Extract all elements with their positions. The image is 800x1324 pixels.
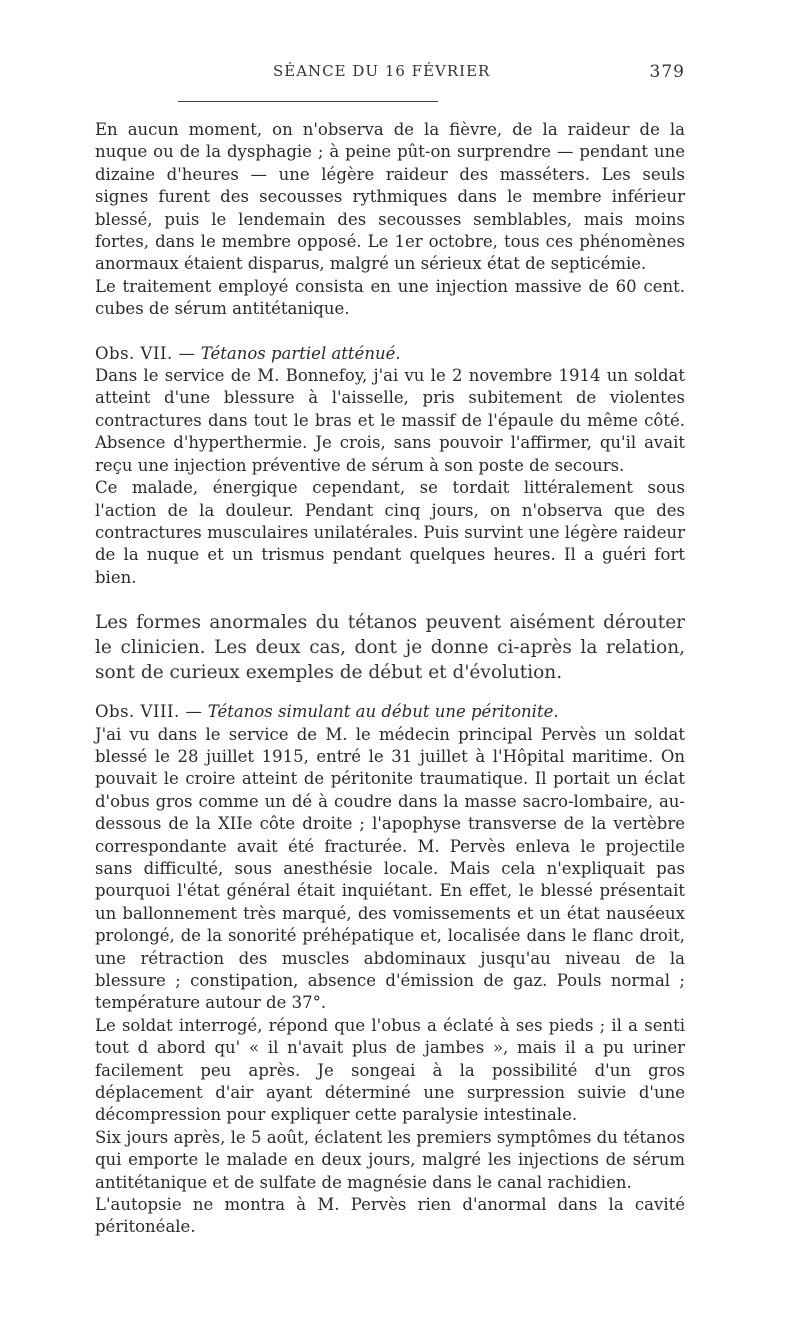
paragraph-8: L'autopsie ne montra à M. Pervès rien d'anormal dans la cavité péritonéale.	[95, 1195, 685, 1237]
paragraph-6: Le soldat interrogé, répond que l'obus a éclaté à ses pieds ; il a senti tout d abord qu' « il n'avait plus de jambes », mais il a pu uriner facilement peu après. Je songeai à la possibilité d'un gros déplacement d'air ayant déterminé une surpression suivie d'une décompression pour expliquer cette paralysie intestinale.	[95, 1015, 685, 1125]
paragraph-2: Le traitement employé consista en une injection massive de 60 cent. cubes de sérum antitétanique.	[95, 276, 685, 319]
observation-7-label: Obs. VII. —	[95, 343, 196, 363]
header-title: SÉANCE DU 16 FÉVRIER	[273, 62, 491, 80]
observation-8-label: Obs. VIII. —	[95, 702, 203, 722]
paragraph-7: Six jours après, le 5 août, éclatent les premiers symptômes du tétanos qui emporte le malade en deux jours, malgré les injections de sérum antitétanique et de sulfate de magnésie dans le canal rachidien.	[95, 1127, 685, 1192]
header-rule	[178, 101, 438, 102]
paragraph-5: J'ai vu dans le service de M. le médecin principal Pervès un soldat blessé le 28 juillet 1915, entré le 31 juillet à l'Hôpital maritime. On pouvait le croire atteint de péritonite traumatique. Il portait un éclat d'obus gros comme un dé à coudre dans la masse sacro-lombaire, au-dessous de la XIIe côte droite ; l'apophyse transverse de la vertèbre correspondante avait été fracturée. M. Pervès enleva le projectile sans difficulté, sous anesthésie locale. Mais cela n'expliquait pas pourquoi l'état général était inquiétant. En effet, le blessé présentait un ballonnement très marqué, des vomissements et un état nauséeux prolongé, de la sonorité préhépatique et, localisée dans le flanc droit, une rétraction des muscles abdominaux jusqu'au niveau de la blessure ; constipation, absence d'émission de gaz. Pouls normal ; température autour de 37°.	[95, 724, 685, 1013]
observation-7-title: Tétanos partiel atténué.	[200, 343, 401, 363]
intro-paragraph: Les formes anormales du tétanos peuvent aisément dérouter le clinicien. Les deux cas, dont je donne ci-après la relation, sont de curieux exemples de début et d'évolution.	[95, 612, 685, 684]
observation-8-heading	[95, 701, 685, 723]
running-header	[95, 62, 685, 86]
observation-7-heading	[95, 343, 685, 365]
page-body	[95, 119, 685, 1239]
paragraph-4: Ce malade, énergique cependant, se tordait littéralement sous l'action de la douleur. Pendant cinq jours, on n'observa que des contractures musculaires unilatérales. Puis survint une légère raideur de la nuque et un trismus pendant quelques heures. Il a guéri fort bien.	[95, 478, 685, 587]
observation-8-title: Tétanos simulant au début une péritonite.	[207, 702, 559, 722]
page-number: 379	[649, 62, 685, 82]
paragraph-1: En aucun moment, on n'observa de la fièvre, de la raideur de la nuque ou de la dysphagie ; à peine pût-on surprendre — pendant une dizaine d'heures — une légère raideur des masséters. Les seuls signes furent des secousses rythmiques dans le membre inférieur blessé, puis le lendemain des secousses semblables, mais moins fortes, dans le membre opposé. Le 1er octobre, tous ces phénomènes anormaux étaient disparus, malgré un sérieux état de septicémie.	[95, 120, 685, 274]
paragraph-3: Dans le service de M. Bonnefoy, j'ai vu le 2 novembre 1914 un soldat atteint d'une blessure à l'aisselle, pris subitement de violentes contractures dans tout le bras et le massif de l'épaule du même côté. Absence d'hyperthermie. Je crois, sans pouvoir l'affirmer, qu'il avait reçu une injection préventive de sérum à son poste de secours.	[95, 366, 685, 475]
